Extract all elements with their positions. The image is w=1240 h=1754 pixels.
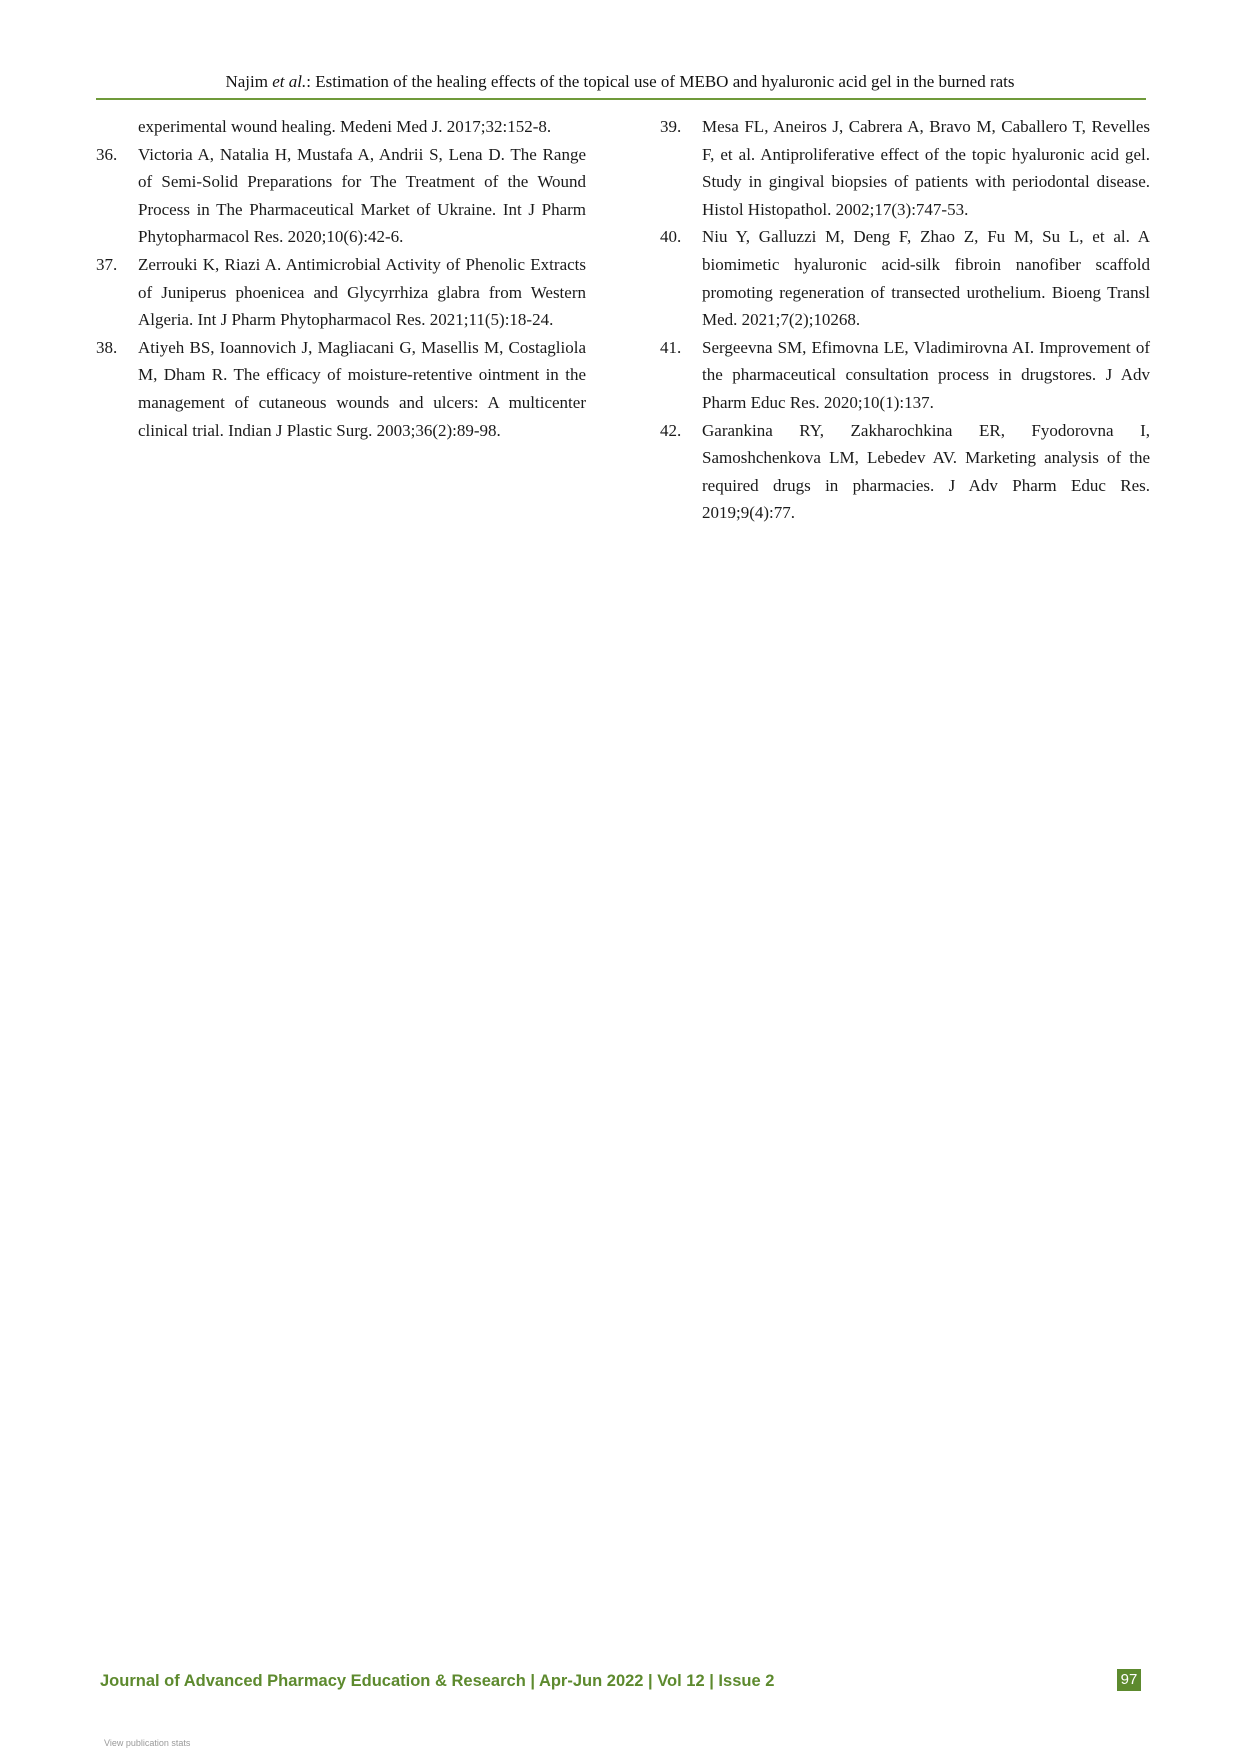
header-author: Najim <box>225 72 268 91</box>
reference-item <box>660 334 1150 417</box>
reference-item <box>660 223 1150 333</box>
references-left-column <box>96 113 586 444</box>
reference-text: Mesa FL, Aneiros J, Cabrera A, Bravo M, Caballero T, Revelles F, et al. Antiproliferative effect of the topic hyaluronic acid gel. Study in gingival biopsies of patients with periodontal disease. Histol Histopathol. 2002;17(3):747-53. <box>702 117 1150 219</box>
reference-item <box>660 417 1150 527</box>
header-title: : Estimation of the healing effects of the topical use of MEBO and hyaluronic acid gel in the burned rats <box>306 72 1015 91</box>
reference-number: 38. <box>96 337 118 357</box>
reference-text: Garankina RY, Zakharochkina ER, Fyodorovna I, Samoshchenkova LM, Lebedev AV. Marketing analysis of the required drugs in pharmacies. J Adv Pharm Educ Res. 2019;9(4):77. <box>702 420 1150 523</box>
reference-number: 37. <box>96 254 118 274</box>
reference-text: Victoria A, Natalia H, Mustafa A, Andrii S, Lena D. The Range of Semi-Solid Preparations for The Treatment of the Wound Process in The Pharmaceutical Market of Ukraine. Int J Pharm Phytopharmacol Res. 2020;10(6):42-6. <box>138 144 586 247</box>
header-etal: et al. <box>272 72 307 91</box>
reference-text: Sergeevna SM, Efimovna LE, Vladimirovna AI. Improvement of the pharmaceutical consultation process in drugstores. J Adv Pharm Educ Res. 2020;10(1):137. <box>702 337 1150 412</box>
reference-text: Atiyeh BS, Ioannovich J, Magliacani G, Masellis M, Costagliola M, Dham R. The efficacy of moisture-retentive ointment in the management of cutaneous wounds and ulcers: A multicenter clinical trial. Indian J Plastic Surg. 2003;36(2):89-98. <box>138 337 586 440</box>
page-number-badge: 97 <box>1117 1669 1141 1691</box>
reference-number: 42. <box>660 420 682 440</box>
reference-item <box>96 141 586 251</box>
header-rule <box>96 98 1146 100</box>
reference-text: experimental wound healing. Medeni Med J. 2017;32:152-8. <box>138 117 552 136</box>
reference-item <box>96 334 586 444</box>
reference-number: 41. <box>660 337 682 357</box>
view-publication-stats-link[interactable]: View publication stats <box>104 1738 191 1748</box>
reference-text: Niu Y, Galluzzi M, Deng F, Zhao Z, Fu M, Su L, et al. A biomimetic hyaluronic acid-silk fibroin nanofiber scaffold promoting regeneration of transected urothelium. Bioeng Transl Med. 2021;7(2);10268. <box>702 227 1150 330</box>
reference-item <box>660 113 1150 223</box>
reference-number: 36. <box>96 144 118 164</box>
journal-footer: Journal of Advanced Pharmacy Education & Research | Apr-Jun 2022 | Vol 12 | Issue 2 <box>100 1672 775 1690</box>
reference-item <box>96 251 586 334</box>
reference-number: 39. <box>660 117 682 136</box>
reference-text: Zerrouki K, Riazi A. Antimicrobial Activity of Phenolic Extracts of Juniperus phoenicea and Glycyrrhiza glabra from Western Algeria. Int J Pharm Phytopharmacol Res. 2021;11(5):18-24. <box>138 254 586 330</box>
references-right-column <box>660 113 1150 527</box>
reference-number: 40. <box>660 227 682 247</box>
reference-item <box>96 113 586 141</box>
running-header <box>96 72 1144 92</box>
